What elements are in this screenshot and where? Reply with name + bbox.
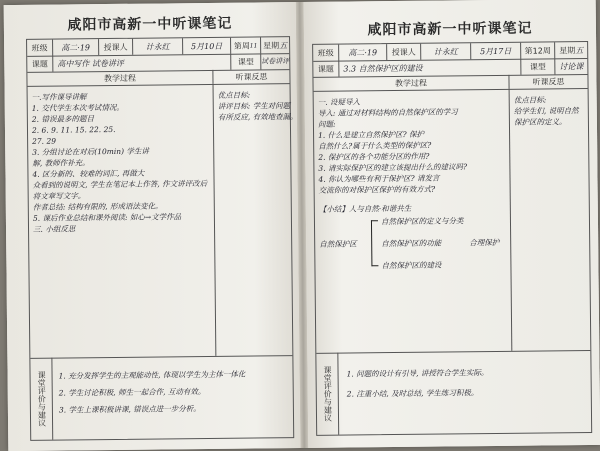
week-value: 11 (249, 41, 258, 50)
teacher-label: 授课人 (387, 44, 421, 60)
class-label: 班级 (313, 45, 339, 61)
evaluation-line: 2. 学生讨论积极, 师生一起合作, 互动有效。 (58, 387, 206, 398)
process-line: 5. 课后作业总结和课外阅读: 如心→文学作品 (32, 212, 182, 223)
diagram-root: 自然保护区 (319, 239, 357, 249)
evaluation-label: 课堂评价与建议 (316, 353, 339, 435)
diagram-branch: 自然保护区的功能 (381, 238, 442, 249)
weekday-value: 五 (279, 40, 288, 50)
teacher-value: 计永红 (133, 38, 183, 55)
weekday-label: 星期 (559, 45, 576, 55)
diagram-branch: 自然保护区的定义与分类 (380, 216, 464, 227)
teacher-label: 授课人 (99, 39, 133, 55)
evaluation-label: 课堂评价与建议 (30, 358, 53, 440)
process-line: 导入: 通过对材料结构的自然保护区的学习 (317, 107, 458, 118)
diagram-branch: 自然保护区的建设 (381, 260, 442, 271)
process-line: 4. 区分新的、较难的词汇, 再做大 (32, 168, 145, 179)
reflection-line: 优点目标: (217, 90, 251, 100)
right-page-title: 咸阳市高新一中听课笔记 (367, 20, 533, 39)
week-label-text: 第周 (233, 41, 250, 51)
date-value: 5月10日 (183, 38, 231, 55)
diagram-bracket (371, 220, 378, 266)
reflection-column-header: 听课反思 (532, 76, 565, 87)
notebook-spread (4, 0, 600, 451)
right-lesson-form (312, 41, 592, 436)
week-label (231, 37, 261, 53)
process-line: 一.写作课导讲解 (31, 92, 87, 102)
process-column-header: 教学过程 (27, 70, 213, 86)
weekday-cell (555, 42, 587, 58)
reflection-line: 优点目标: (513, 95, 547, 105)
process-column-header: 教学过程 (313, 75, 509, 91)
process-line: 2. 保护区的各个功能分区的作用? (318, 151, 430, 162)
right-evaluation-section (338, 350, 591, 435)
left-body-row (28, 83, 298, 359)
topic-value: 高中写作 试卷讲评 (53, 54, 231, 72)
weekday-value: 五 (575, 45, 584, 55)
left-lesson-form (26, 36, 298, 441)
reflection-line: 保护区的定义。 (513, 117, 567, 127)
topic-label: 课题 (27, 56, 53, 72)
left-evaluation-row (30, 355, 293, 440)
class-value: 高二·19 (53, 39, 99, 55)
class-value: 高二·19 (339, 44, 387, 61)
right-reflection-section (510, 88, 591, 351)
process-line: 一. 设疑导入 (317, 97, 361, 107)
evaluation-line: 3. 学生上课积极讲课, 错误点进一步分析。 (58, 404, 201, 415)
lesson-type-value: 试卷讲评 (261, 57, 290, 66)
right-page (304, 0, 600, 448)
right-evaluation-row (316, 350, 591, 435)
reflection-column-header: 听课反思 (235, 71, 268, 82)
lesson-type-value: 讨论课 (559, 61, 584, 71)
process-line: 交流你的对保护区保护的有效方式? (318, 184, 436, 195)
week-label: 第12周 (521, 42, 555, 58)
process-line: 2. 6. 9. 11. 15. 22. 25. (31, 124, 116, 135)
evaluation-line: 1. 充分发挥学生的主观能动性, 体现以学生为主体一体化 (58, 369, 246, 381)
process-line: 众看到的说明文, 学生在笔记本上作答, 作文讲评改后 (32, 178, 208, 190)
process-line: 将文章写文字。 (32, 191, 86, 201)
topic-value: 3.3 自然保护区的建设 (339, 59, 521, 77)
process-line: 4. 你认为哪些有利于保护区? 请发言 (318, 173, 440, 184)
weekday-label: 星期 (263, 40, 280, 50)
teacher-value: 计永红 (421, 43, 471, 60)
diagram-side-note: 合理保护 (469, 237, 500, 248)
class-label: 班级 (27, 40, 53, 56)
left-page-title: 咸阳市高新一中听课笔记 (67, 15, 233, 34)
summary-header: 【小结】人与自然·和谐共生 (318, 203, 412, 214)
process-line: 2. 错误最多的题目 (31, 114, 94, 124)
process-line: 问题: (317, 119, 336, 129)
right-process-section (314, 89, 513, 353)
topic-label: 课题 (313, 61, 339, 77)
process-line: 3. 请实际保护区的建立该提出什么的建议吗? (318, 162, 468, 173)
lesson-type-label: 课型 (521, 58, 555, 74)
weekday-cell (261, 37, 289, 53)
process-line: 1. 什么是建立自然保护区? 保护 (318, 129, 425, 140)
left-reflection-section (214, 83, 298, 356)
left-evaluation-section (52, 355, 293, 440)
process-line: 1. 交代学生本次考试情况。 (31, 102, 124, 113)
reflection-line: 有所反应, 有效地查漏。 (217, 112, 298, 122)
lesson-type-label: 课型 (231, 53, 261, 69)
process-line: 自然什么?属于什么类型的保护区? (318, 140, 432, 151)
right-body-row (314, 88, 591, 354)
left-page (4, 2, 301, 451)
process-line: 三. 小组反思 (32, 224, 76, 234)
process-line: 作者总结: 结构有限的, 形成语法变化。 (32, 201, 163, 212)
left-process-section (28, 84, 217, 358)
reflection-line: 给学生们, 说明自然 (513, 106, 579, 116)
summary-diagram (319, 213, 507, 275)
reflection-line: 讲评目标: 学生对问题 (217, 101, 291, 111)
evaluation-line: 1. 问题的设计有引导, 讲授符合学生实际。 (346, 368, 489, 379)
process-line: 解, 教师作补充。 (32, 158, 90, 168)
date-value: 5月17日 (471, 43, 521, 60)
process-line: 3. 分组讨论在对后(10min) 学生讲 (32, 146, 149, 157)
process-line: 27. 29 (32, 136, 57, 146)
evaluation-line: 2. 注重小结, 及时总结, 学生练习积极。 (346, 388, 479, 399)
